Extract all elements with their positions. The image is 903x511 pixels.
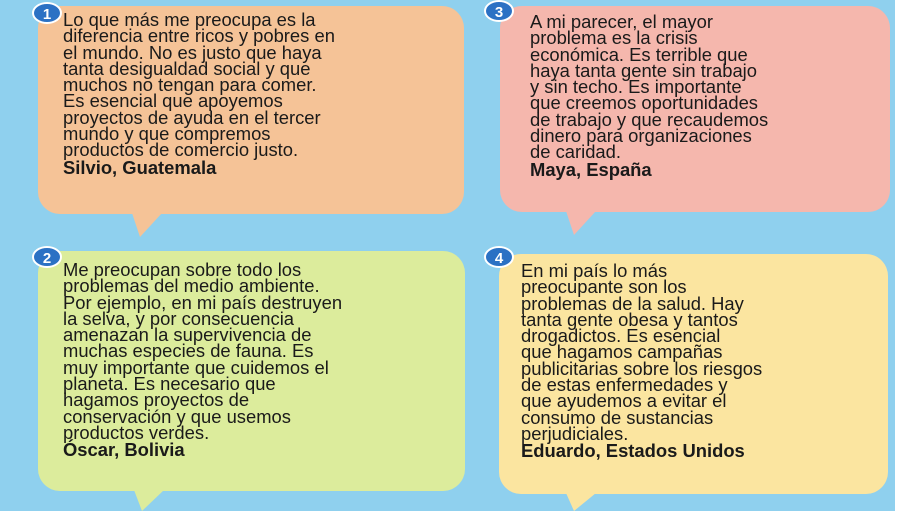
text-line: diferencia entre ricos y pobres en xyxy=(63,25,335,47)
text-line: A mi parecer, el mayor xyxy=(530,11,713,32)
text-line: proyectos de ayuda en el tercer xyxy=(63,106,321,128)
text-line: productos verdes. xyxy=(63,421,210,443)
text-line: que hagamos campañas xyxy=(521,341,723,363)
text-line: problemas de la salud. Hay xyxy=(521,292,744,314)
text-line: que creemos oportunidades xyxy=(530,92,758,114)
text-line: En mi país lo más xyxy=(521,260,668,281)
text-line: tanta gente obesa y tantos xyxy=(521,308,738,330)
number-badge-2: 2 xyxy=(32,246,62,268)
text-line: muchos no tengan para comer. xyxy=(63,74,317,96)
text-line: y sin techo. Es importante xyxy=(530,76,742,98)
number-badge-1: 1 xyxy=(32,2,62,24)
text-line: problema es la crisis xyxy=(530,27,698,49)
text-line: planeta. Es necesario que xyxy=(63,373,276,395)
bubble-4-tail xyxy=(566,493,596,511)
author-name: Óscar, Bolivia xyxy=(63,439,185,461)
text-line: Lo que más me preocupa es la xyxy=(63,9,316,30)
bubble-4-text xyxy=(521,260,763,462)
text-line: el mundo. No es justo que haya xyxy=(63,41,322,63)
text-line: preocupante son los xyxy=(521,276,687,298)
text-line: dinero para organizaciones xyxy=(530,125,752,147)
bubble-1-text xyxy=(63,9,335,178)
text-line: muchas especies de fauna. Es xyxy=(63,340,314,362)
author-name: Maya, España xyxy=(530,158,652,180)
text-line: conservación y que usemos xyxy=(63,405,291,427)
text-line: amenazan la supervivencia de xyxy=(63,324,312,346)
text-line: consumo de sustancias xyxy=(521,406,714,428)
author-name: Eduardo, Estados Unidos xyxy=(521,440,745,462)
right-edge xyxy=(895,0,903,511)
text-line: de caridad. xyxy=(530,141,621,163)
text-line: mundo y que compremos xyxy=(63,123,271,145)
text-line: Me preocupan sobre todo los xyxy=(63,259,302,280)
bubble-3-tail xyxy=(566,211,596,235)
text-line: muy importante que cuidemos el xyxy=(63,356,329,378)
speech-bubble-2 xyxy=(38,251,465,491)
bubble-1-tail xyxy=(132,213,162,237)
text-line: productos de comercio justo. xyxy=(63,139,299,161)
bubble-2-text xyxy=(63,259,343,461)
text-line: de trabajo y que recaudemos xyxy=(530,108,769,130)
text-line: hagamos proyectos de xyxy=(63,389,250,411)
speech-bubble-4 xyxy=(499,254,888,494)
text-line: perjudiciales. xyxy=(521,422,629,444)
text-line: publicitarias sobre los riesgos xyxy=(521,357,763,379)
text-line: Por ejemplo, en mi país destruyen xyxy=(63,291,343,313)
text-line: la selva, y por consecuencia xyxy=(63,307,295,329)
number-badge-3: 3 xyxy=(484,0,514,22)
text-line: problemas del medio ambiente. xyxy=(63,275,320,297)
speech-bubble-1 xyxy=(38,6,464,214)
bubble-2-tail xyxy=(134,490,164,511)
speech-bubble-3 xyxy=(500,6,890,212)
text-line: haya tanta gente sin trabajo xyxy=(530,59,757,81)
text-line: drogadictos. Es esencial xyxy=(521,325,721,347)
text-line: económica. Es terrible que xyxy=(530,43,748,65)
text-line: tanta desigualdad social y que xyxy=(63,57,311,79)
text-line: Es esencial que apoyemos xyxy=(63,90,283,112)
text-line: de estas enfermedades y xyxy=(521,374,728,396)
author-name: Silvio, Guatemala xyxy=(63,156,217,178)
number-badge-4: 4 xyxy=(484,246,514,268)
bubble-3-text xyxy=(530,11,769,180)
text-line: que ayudemos a evitar el xyxy=(521,390,727,412)
